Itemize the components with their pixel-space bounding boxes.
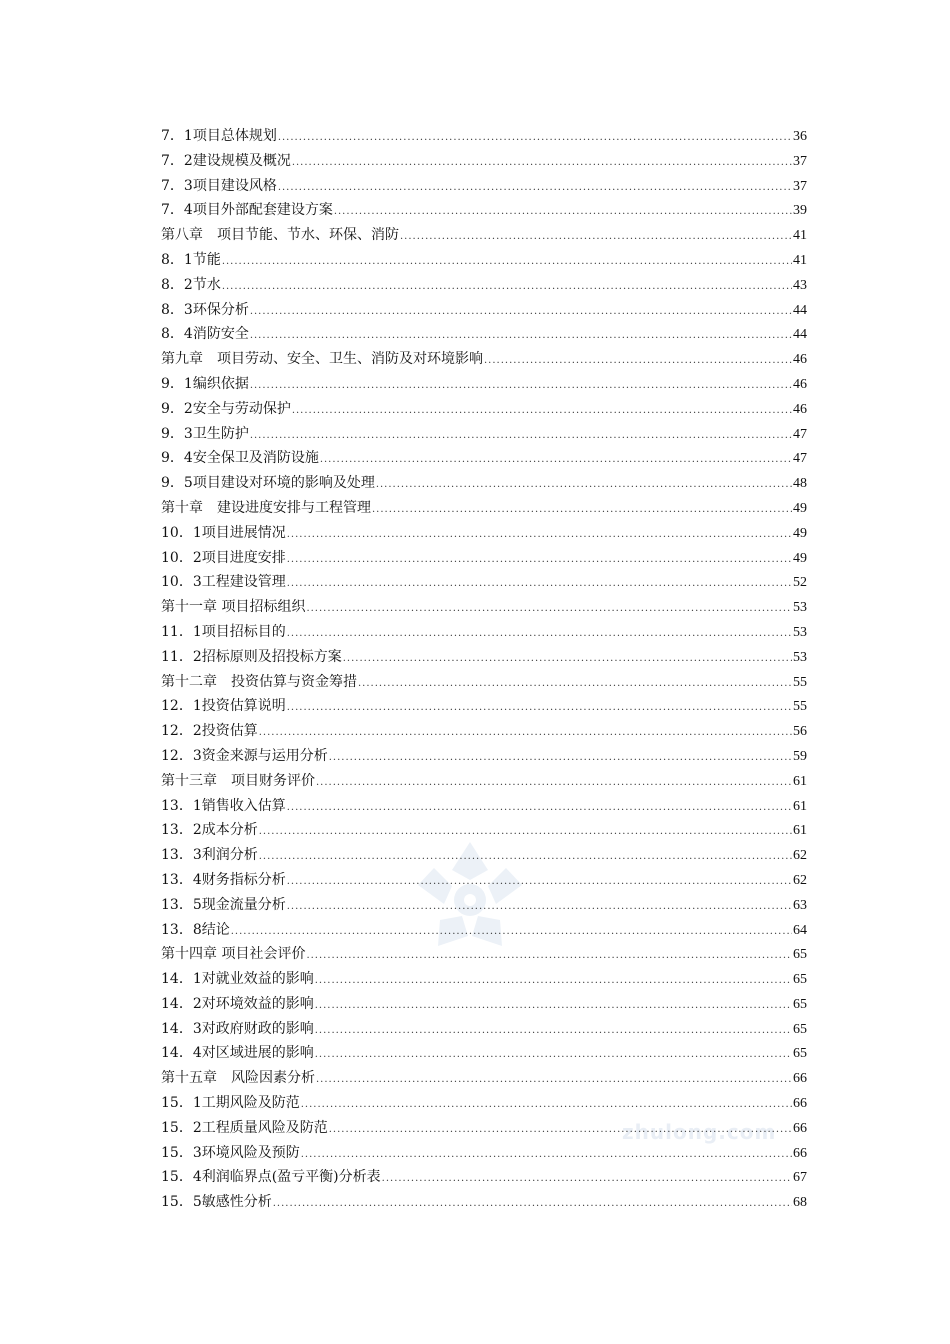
toc-dot-leader [250,374,792,399]
toc-entry-title: 7．4项目外部配套建设方案 [161,202,333,219]
toc-dot-leader [287,696,792,721]
toc-dot-leader [301,1143,792,1168]
toc-entry-title: 13．2成本分析 [161,822,258,839]
toc-entry-page-number: 43 [793,277,807,293]
toc-entry[interactable] [161,570,807,595]
toc-dot-leader [372,498,792,523]
toc-entry-page-number: 53 [793,600,807,616]
toc-dot-leader [400,225,792,250]
toc-entry-title: 14．2对环境效益的影响 [161,995,314,1012]
toc-entry[interactable] [161,1165,807,1190]
toc-entry-page-number: 65 [793,996,807,1012]
toc-entry-title: 第十二章 投资估算与资金筹措 [161,673,357,690]
toc-entry-page-number: 66 [793,1145,807,1161]
toc-dot-leader [273,1192,792,1217]
toc-entry-title: 9．4安全保卫及消防设施 [161,450,319,467]
toc-entry-page-number: 55 [793,674,807,690]
toc-entry[interactable] [161,248,807,273]
toc-entry-title: 14．3对政府财政的影响 [161,1020,314,1037]
toc-entry[interactable] [161,992,807,1017]
toc-dot-leader [315,1043,792,1068]
toc-entry[interactable] [161,521,807,546]
table-of-contents [161,124,807,1215]
toc-entry-page-number: 63 [793,897,807,913]
toc-entry[interactable] [161,422,807,447]
toc-entry[interactable] [161,1041,807,1066]
toc-entry-title: 10．3工程建设管理 [161,574,286,591]
toc-entry[interactable] [161,1116,807,1141]
toc-entry[interactable] [161,446,807,471]
toc-dot-leader [222,275,792,300]
toc-entry-page-number: 49 [793,550,807,566]
toc-entry[interactable] [161,397,807,422]
toc-entry[interactable] [161,794,807,819]
toc-entry-title: 13．3利润分析 [161,847,258,864]
toc-dot-leader [292,399,792,424]
toc-entry-page-number: 46 [793,376,807,392]
toc-entry[interactable] [161,595,807,620]
toc-entry[interactable] [161,322,807,347]
toc-dot-leader [259,845,792,870]
toc-entry-page-number: 47 [793,426,807,442]
toc-entry[interactable] [161,670,807,695]
toc-entry[interactable] [161,273,807,298]
toc-entry[interactable] [161,942,807,967]
toc-dot-leader [306,944,792,969]
toc-dot-leader [334,200,792,225]
toc-entry-page-number: 46 [793,401,807,417]
toc-entry[interactable] [161,645,807,670]
toc-dot-leader [287,895,792,920]
toc-entry[interactable] [161,694,807,719]
toc-dot-leader [316,771,792,796]
watermark-text: zhulong.com [622,1120,777,1144]
toc-entry-page-number: 55 [793,699,807,715]
toc-entry[interactable] [161,124,807,149]
toc-entry-page-number: 48 [793,476,807,492]
toc-entry-page-number: 44 [793,302,807,318]
toc-entry-title: 11．2招标原则及招投标方案 [161,648,342,665]
toc-entry-page-number: 66 [793,1120,807,1136]
toc-dot-leader [329,746,792,771]
toc-entry-title: 14．1对就业效益的影响 [161,971,314,988]
toc-dot-leader [306,597,792,622]
toc-entry-title: 15．2工程质量风险及防范 [161,1119,328,1136]
toc-entry-title: 8．4消防安全 [161,326,249,343]
toc-entry-title: 第十三章 项目财务评价 [161,772,315,789]
toc-dot-leader [315,994,792,1019]
toc-dot-leader [484,349,792,374]
toc-entry-page-number: 67 [793,1170,807,1186]
toc-entry-page-number: 68 [793,1195,807,1211]
toc-dot-leader [231,920,792,945]
toc-entry-title: 15．3环境风险及预防 [161,1144,300,1161]
toc-dot-leader [315,969,792,994]
toc-entry-page-number: 39 [793,203,807,219]
toc-dot-leader [292,151,792,176]
toc-entry[interactable] [161,744,807,769]
toc-entry-page-number: 64 [793,922,807,938]
toc-dot-leader [343,647,792,672]
toc-entry-title: 11．1项目招标目的 [161,623,286,640]
toc-dot-leader [259,721,792,746]
toc-entry-title: 15．4利润临界点(盈亏平衡)分析表 [161,1169,381,1186]
toc-entry-title: 15．1工期风险及防范 [161,1095,300,1112]
toc-entry[interactable] [161,967,807,992]
toc-entry-page-number: 61 [793,773,807,789]
toc-entry-page-number: 56 [793,724,807,740]
toc-entry-page-number: 49 [793,525,807,541]
toc-entry-title: 12．1投资估算说明 [161,698,286,715]
toc-entry-title: 7．1项目总体规划 [161,128,277,144]
toc-entry-page-number: 65 [793,972,807,988]
toc-dot-leader [250,300,792,325]
toc-entry-title: 12．2投资估算 [161,723,258,740]
toc-entry[interactable] [161,1190,807,1215]
toc-entry-page-number: 37 [793,178,807,194]
toc-entry[interactable] [161,174,807,199]
toc-dot-leader [250,424,792,449]
toc-entry-page-number: 36 [793,129,807,144]
toc-dot-leader [287,548,792,573]
toc-entry[interactable] [161,546,807,571]
toc-entry-title: 第十四章 项目社会评价 [161,946,306,963]
toc-entry[interactable] [161,1066,807,1091]
toc-entry[interactable] [161,893,807,918]
toc-entry-title: 9．3卫生防护 [161,425,249,442]
toc-entry-page-number: 53 [793,624,807,640]
toc-entry-title: 第十五章 风险因素分析 [161,1070,315,1087]
toc-entry-page-number: 65 [793,947,807,963]
toc-dot-leader [287,523,792,548]
toc-entry-title: 第十章 建设进度安排与工程管理 [161,499,371,516]
toc-entry-page-number: 44 [793,327,807,343]
toc-dot-leader [222,250,792,275]
toc-entry[interactable] [161,769,807,794]
toc-dot-leader [382,1167,792,1192]
toc-entry-title: 13．8结论 [161,921,230,938]
toc-entry-page-number: 62 [793,872,807,888]
toc-entry-page-number: 61 [793,798,807,814]
toc-entry-page-number: 61 [793,823,807,839]
toc-entry-page-number: 49 [793,500,807,516]
toc-dot-leader [376,473,792,498]
toc-dot-leader [287,622,792,647]
toc-dot-leader [278,126,792,151]
toc-entry[interactable] [161,1091,807,1116]
toc-entry-title: 第八章 项目节能、节水、环保、消防 [161,227,399,244]
toc-entry[interactable] [161,719,807,744]
toc-entry-page-number: 65 [793,1046,807,1062]
toc-entry-title: 12．3资金来源与运用分析 [161,747,328,764]
toc-dot-leader [329,1118,792,1143]
toc-entry[interactable] [161,1017,807,1042]
toc-entry[interactable] [161,818,807,843]
toc-entry-title: 第九章 项目劳动、安全、卫生、消防及对环境影响 [161,351,483,368]
toc-entry-page-number: 53 [793,649,807,665]
toc-entry-page-number: 37 [793,153,807,169]
toc-entry[interactable] [161,471,807,496]
toc-entry[interactable] [161,918,807,943]
toc-dot-leader [287,572,792,597]
toc-dot-leader [316,1068,792,1093]
toc-entry-page-number: 46 [793,352,807,368]
toc-entry-page-number: 66 [793,1071,807,1087]
toc-entry-title: 10．1项目进展情况 [161,524,286,541]
toc-entry-title: 15．5敏感性分析 [161,1194,272,1211]
toc-entry-title: 10．2项目进度安排 [161,549,286,566]
toc-entry-title: 9．1编织依据 [161,375,249,392]
toc-entry[interactable] [161,1141,807,1166]
toc-entry[interactable] [161,843,807,868]
toc-entry-title: 13．1销售收入估算 [161,797,286,814]
toc-entry[interactable] [161,620,807,645]
toc-entry-title: 7．3项目建设风格 [161,177,277,194]
toc-entry-page-number: 62 [793,848,807,864]
toc-dot-leader [287,870,792,895]
toc-entry-title: 13．5现金流量分析 [161,896,286,913]
toc-entry-title: 13．4财务指标分析 [161,871,286,888]
toc-entry[interactable] [161,223,807,248]
toc-entry[interactable] [161,496,807,521]
toc-entry[interactable] [161,298,807,323]
toc-entry-title: 9．5项目建设对环境的影响及处理 [161,475,375,492]
toc-entry-page-number: 66 [793,1096,807,1112]
toc-entry[interactable] [161,149,807,174]
toc-entry-title: 8．1节能 [161,251,221,268]
toc-entry-title: 7．2建设规模及概况 [161,152,291,169]
toc-entry-page-number: 41 [793,252,807,268]
toc-dot-leader [320,448,792,473]
toc-entry-title: 14．4对区域进展的影响 [161,1045,314,1062]
toc-dot-leader [301,1093,792,1118]
toc-dot-leader [278,176,792,201]
toc-entry-page-number: 65 [793,1021,807,1037]
toc-dot-leader [315,1019,792,1044]
toc-entry-page-number: 59 [793,748,807,764]
toc-dot-leader [287,796,792,821]
toc-entry[interactable] [161,372,807,397]
toc-entry[interactable] [161,198,807,223]
toc-entry-title: 8．2节水 [161,276,221,293]
toc-dot-leader [250,324,792,349]
toc-entry[interactable] [161,347,807,372]
toc-entry-title: 9．2安全与劳动保护 [161,400,291,417]
toc-entry-page-number: 52 [793,575,807,591]
toc-dot-leader [358,672,792,697]
toc-entry-page-number: 47 [793,451,807,467]
toc-entry[interactable] [161,868,807,893]
toc-dot-leader [259,820,792,845]
toc-entry-title: 8．3环保分析 [161,301,249,318]
toc-entry-page-number: 41 [793,228,807,244]
toc-entry-title: 第十一章 项目招标组织 [161,599,306,616]
